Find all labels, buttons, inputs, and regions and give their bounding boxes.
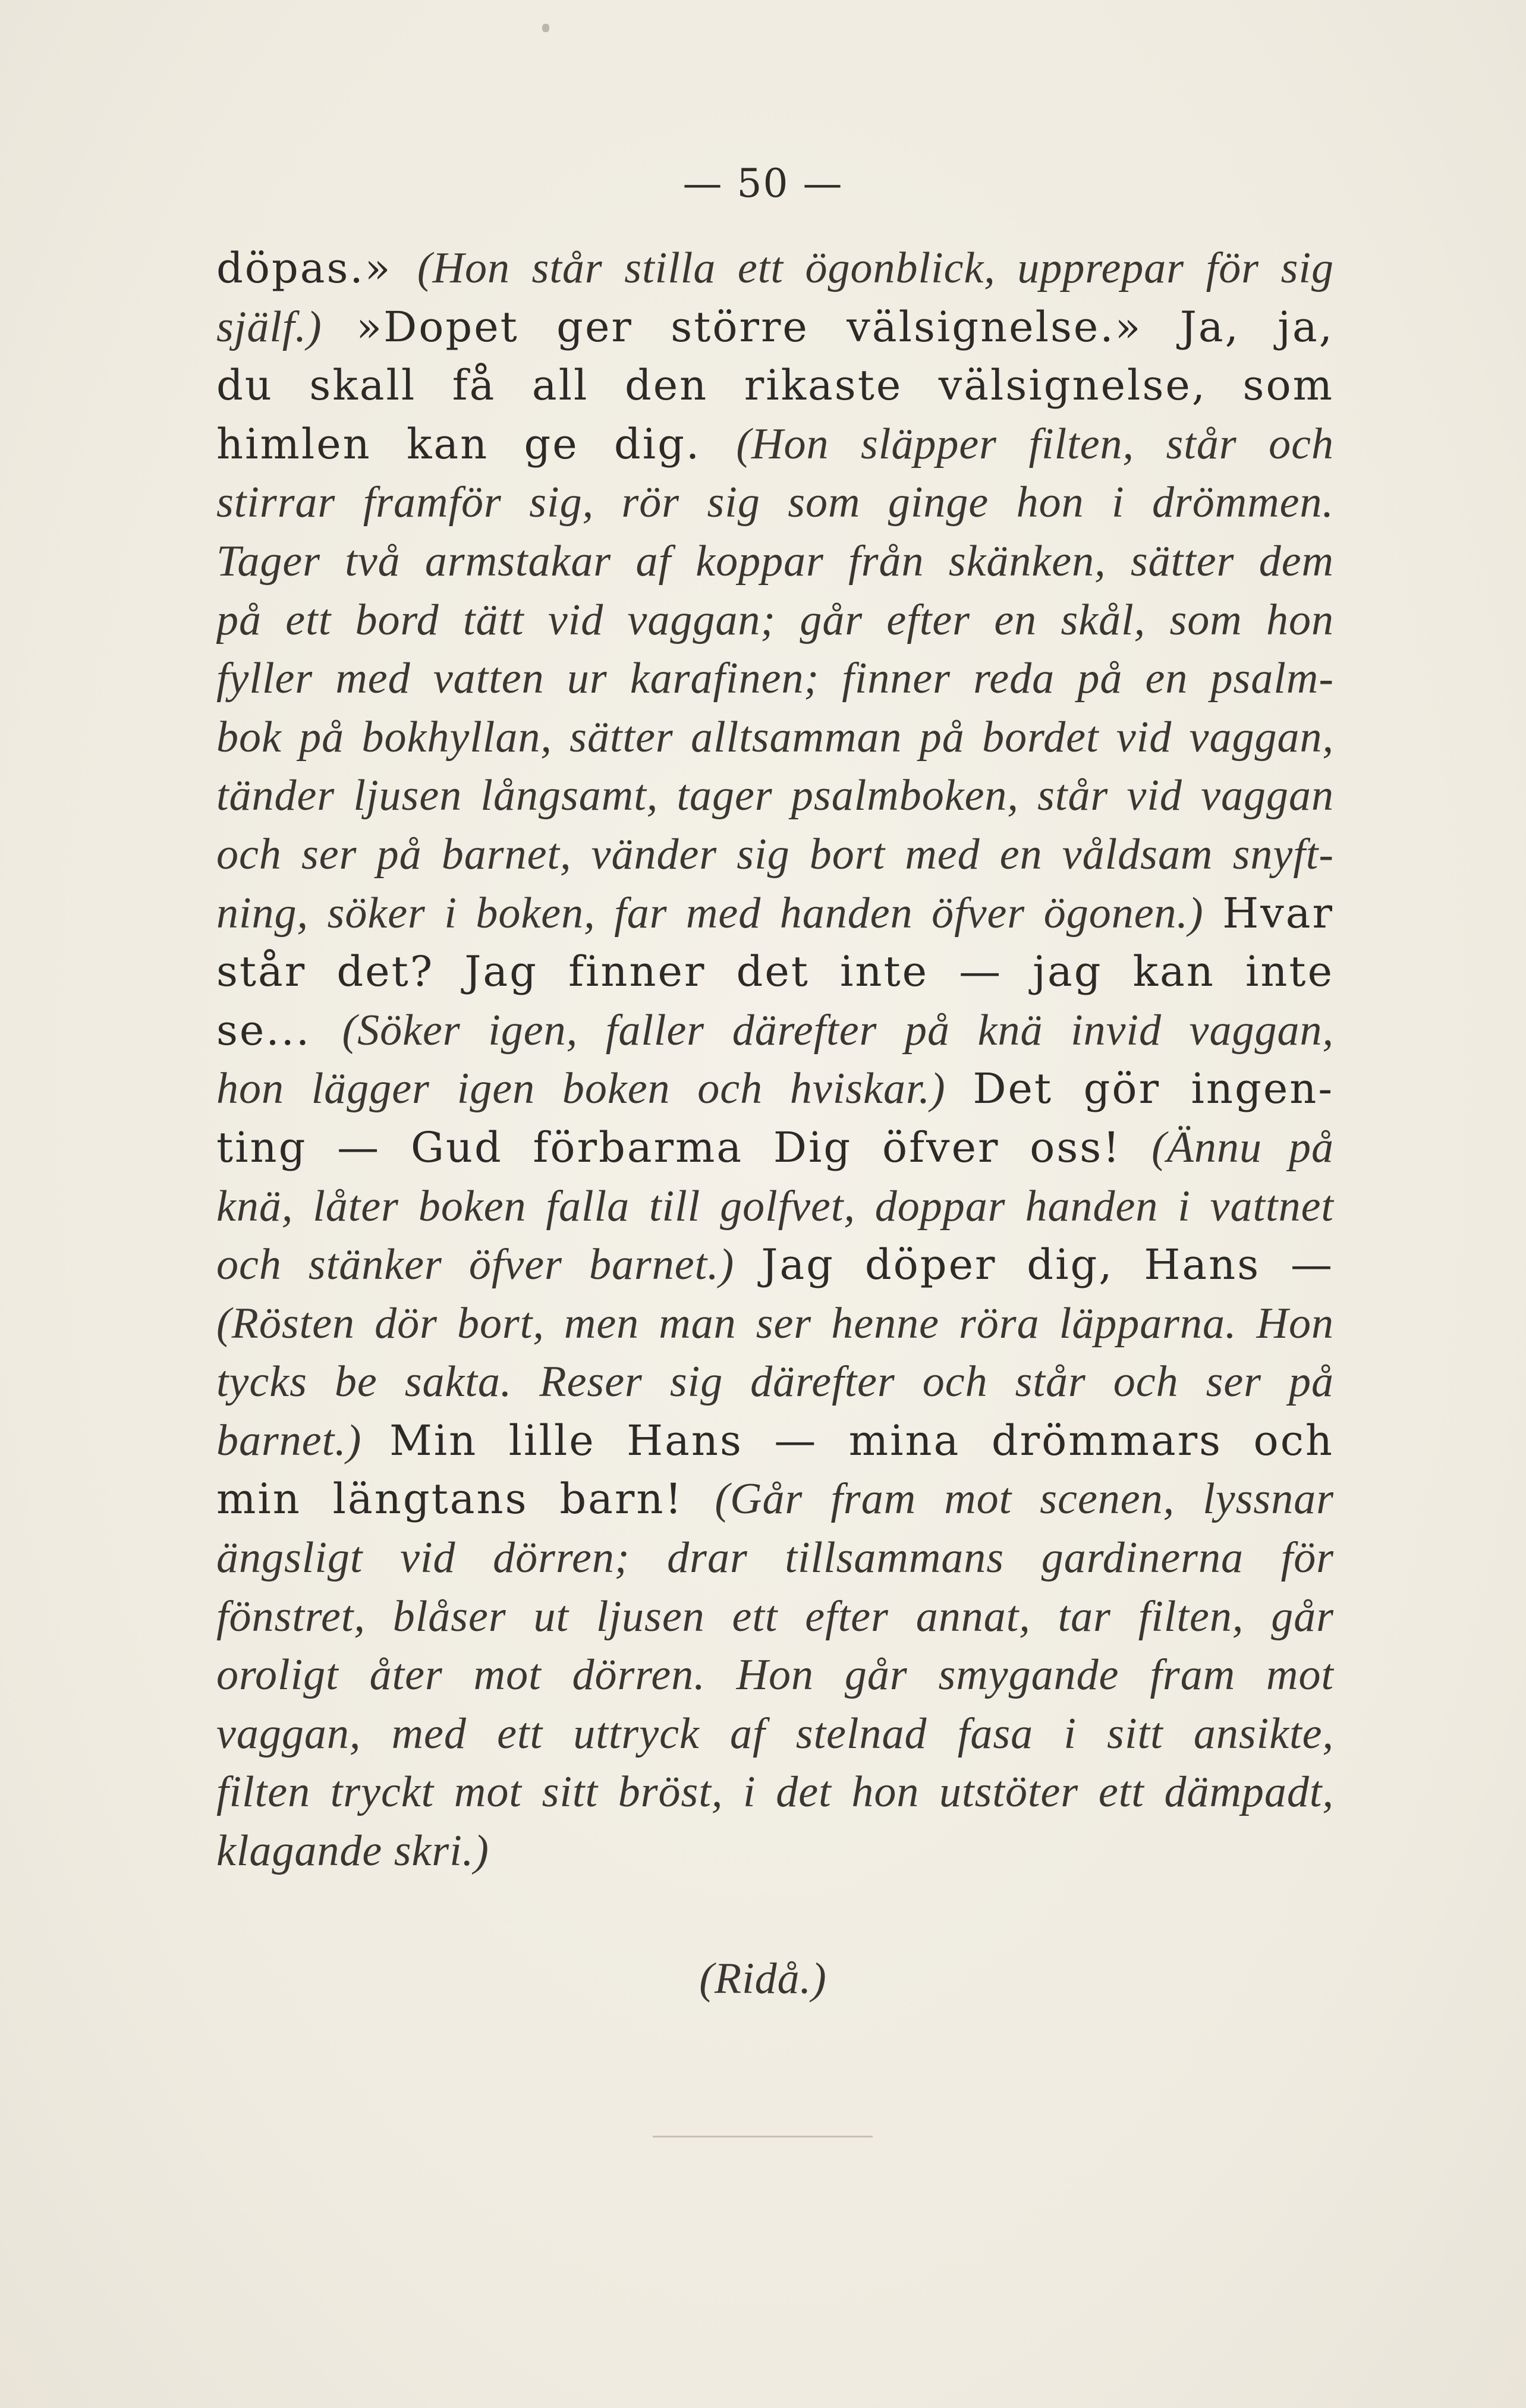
dialogue: ting — Gud förbarma Dig öfver oss! [216,1123,1152,1172]
page-number: — 50 — [682,161,844,206]
stage-direction: och stänker öfver barnet.) [216,1240,762,1290]
dialogue: Min lille Hans — mina drömmars och [389,1416,1334,1465]
stage-direction: filten tryckt mot sitt bröst, i det hon utstöter ett dämpadt, [216,1768,1334,1817]
dialogue: »Dopet ger större välsignelse.» Ja, ja, [356,302,1334,351]
dialogue: du skall få all den rikaste välsignelse, som [216,361,1334,410]
stage-direction: fyller med vatten ur karafinen; finner reda på en psalm- [216,654,1334,703]
text-line [216,239,1334,298]
text-line [216,1060,1334,1118]
stage-direction: själf.) [216,302,357,351]
stage-direction: knä, låter boken falla till golfvet, doppar handen i vattnet [216,1181,1334,1231]
text-line [216,884,1334,943]
dialogue: Hvar [1222,888,1334,938]
text-line [216,1353,1334,1412]
text-line [216,1412,1334,1470]
text-line [216,1470,1334,1529]
text-line [216,766,1334,825]
text-line [216,1763,1334,1822]
stage-direction: (Går fram mot scenen, lyssnar [715,1475,1334,1524]
dialogue: himlen kan ge dig. [216,419,737,469]
text-line [216,708,1334,767]
text-line [216,356,1334,415]
stage-direction: fönstret, blåser ut ljusen ett efter annat, tar filten, går [216,1592,1334,1641]
stage-direction: oroligt åter mot dörren. Hon går smygande fram mot [216,1651,1334,1700]
text-line [216,591,1334,650]
dialogue: står det? Jag finner det inte — jag kan inte [216,947,1334,996]
stage-direction: (Hon släpper filten, står och [736,419,1334,469]
stage-direction: vaggan, med ett uttryck af stelnad fasa i sitt ansikte, [216,1709,1334,1758]
text-line [216,1705,1334,1763]
stage-direction: (Söker igen, faller därefter på knä invid vaggan, [342,1005,1334,1055]
dialogue: Det gör ingen- [973,1064,1334,1114]
stage-direction: klagande skri.) [216,1827,489,1876]
stage-direction: hon lägger igen boken och hviskar.) [216,1064,973,1114]
stage-direction: (Ännu på [1151,1123,1334,1172]
paper-speck [542,24,549,32]
text-line [216,1587,1334,1646]
stage-direction: på ett bord tätt vid vaggan; går efter en skål, som hon [216,595,1334,645]
text-line [216,298,1334,357]
text-line [216,1118,1334,1177]
stage-direction: bok på bokhyllan, sätter alltsamman på bordet vid vaggan, [216,712,1334,762]
text-line [216,473,1334,532]
text-line [216,1001,1334,1060]
stage-direction: och ser på barnet, vänder sig bort med en våldsam snyft- [216,829,1334,879]
dialogue: Jag döper dig, Hans — [761,1240,1334,1290]
text-line [216,1646,1334,1705]
stage-direction: stirrar framför sig, rör sig som ginge hon i drömmen. [216,478,1334,527]
stage-direction: ning, söker i boken, far med handen öfver ögonen.) [216,888,1223,938]
text-line [216,942,1334,1001]
text-line [216,1529,1334,1587]
decorative-rule [653,2136,873,2137]
stage-direction: (Rösten dör bort, men man ser henne röra läpparna. Hon [216,1299,1334,1348]
text-line [216,1236,1334,1294]
dialogue: döpas.» [216,244,417,293]
text-line [216,649,1334,708]
stage-direction: barnet.) [216,1416,390,1465]
text-line [216,1177,1334,1236]
closing-stage-direction: (Ridå.) [699,1954,827,2003]
text-line [216,532,1334,591]
dialogue: se... [216,1005,342,1055]
stage-direction: (Hon står stilla ett ögonblick, upprepar för sig [417,244,1334,293]
stage-direction: ängsligt vid dörren; drar tillsammans gardinerna för [216,1533,1334,1583]
body-text [216,239,1334,1881]
stage-direction: tycks be sakta. Reser sig därefter och står och ser på [216,1357,1334,1407]
stage-direction: tänder ljusen långsamt, tager psalmboken, står vid vaggan [216,771,1334,821]
text-line [216,1822,1334,1881]
text-line [216,415,1334,474]
text-line [216,1294,1334,1353]
stage-direction: Tager två armstakar af koppar från skänken, sätter dem [216,536,1334,586]
text-line [216,825,1334,884]
dialogue: min längtans barn! [216,1475,715,1524]
